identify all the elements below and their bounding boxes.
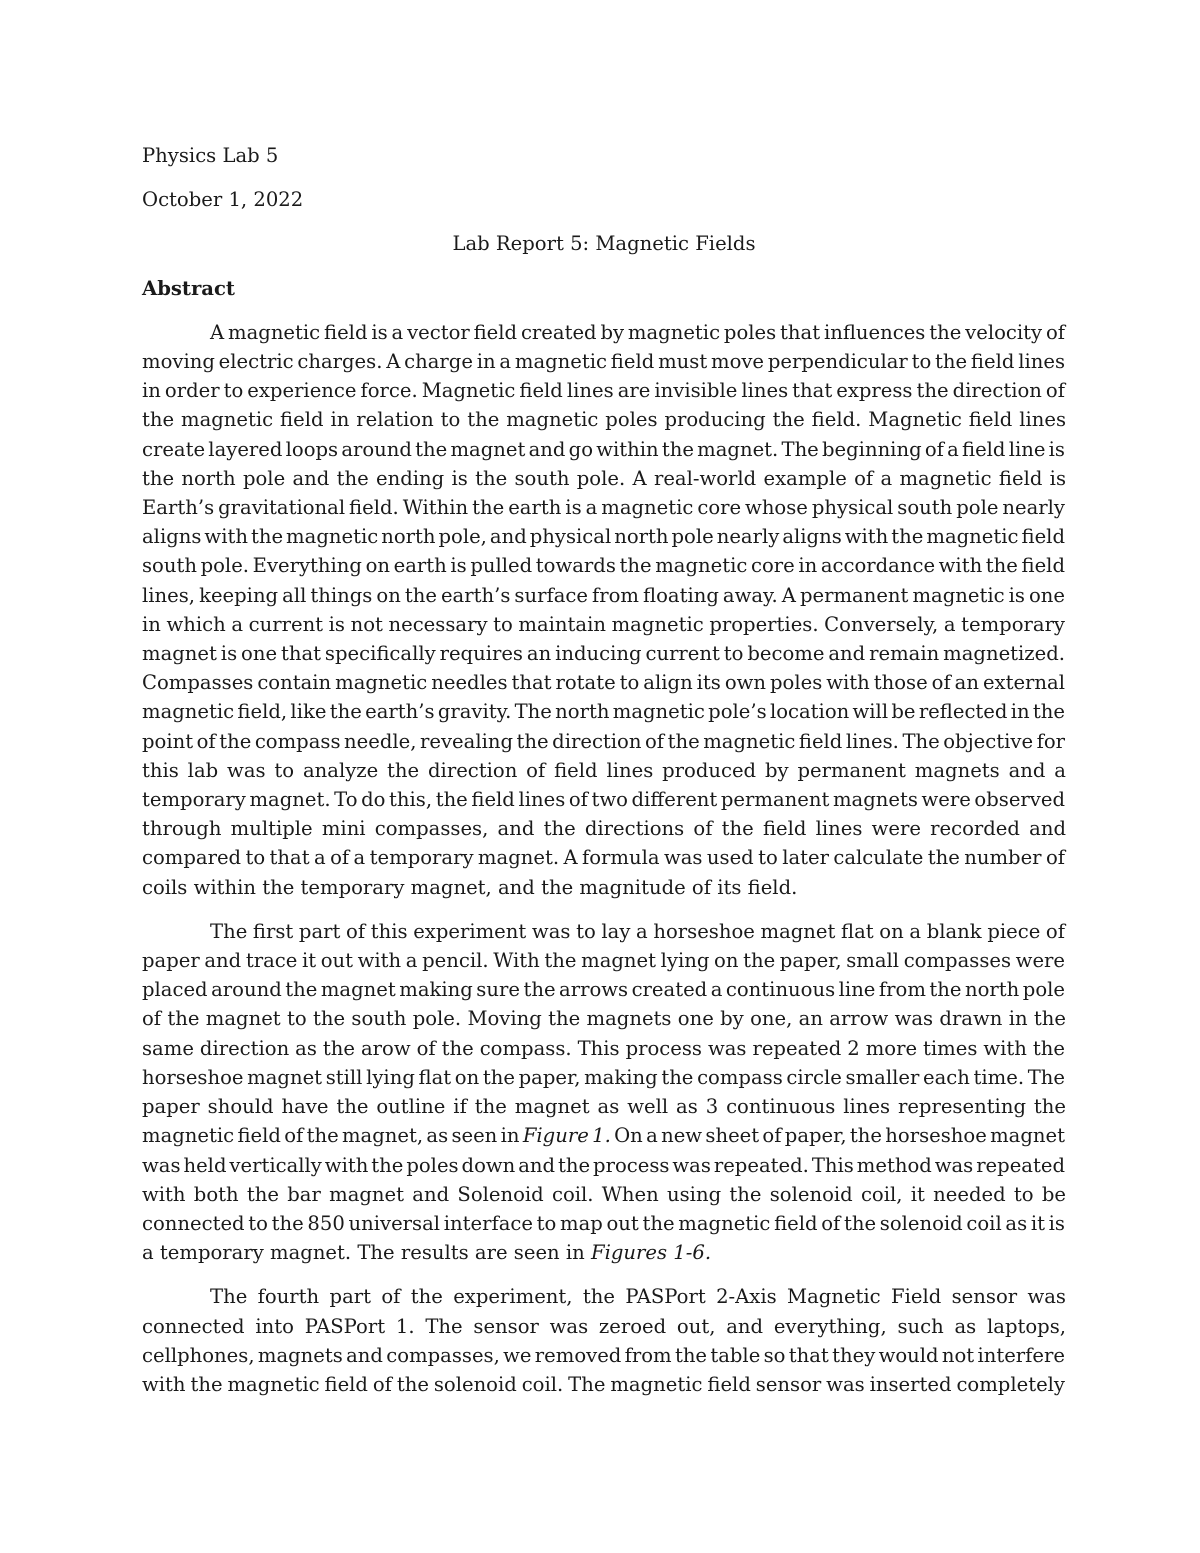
text-line: moving electric charges. A charge in a magnetic field must move perpendicular to the field lines [142,350,1065,374]
text-line: this lab was to analyze the direction of field lines produced by permanent magnets and a [142,758,1066,782]
text-line: cellphones, magnets and compasses, we removed from the table so that they would not interfere [142,1343,1065,1367]
text-line: lines, keeping all things on the earth’s surface from floating away. A permanent magnetic is one [142,583,1065,607]
document-body [142,141,1066,1414]
text-segment: On a new sheet of paper, the horseshoe magnet [610,1124,1065,1148]
text-line: was held vertically with the poles down and the process was repeated. This method was repeated [142,1153,1065,1177]
text-line: coils within the temporary magnet, and the magnitude of its field. [142,875,798,899]
text-line: A magnetic field is a vector field created by magnetic poles that influences the velocity of [210,320,1065,344]
text-line: Compasses contain magnetic needles that rotate to align its own poles with those of an external [142,671,1065,695]
report-title: Lab Report 5: Magnetic Fields [452,232,756,256]
text-line: paper should have the outline if the magnet as well as 3 continuous lines representing the [142,1095,1066,1119]
text-line: compared to that a of a temporary magnet. A formula was used to later calculate the number of [142,846,1065,870]
text-line: with both the bar magnet and Solenoid coil. When using the solenoid coil, it needed to be [142,1182,1066,1206]
text-line: same direction as the arow of the compass. This process was repeated 2 more times with the [142,1036,1065,1060]
text-line: The first part of this experiment was to lay a horseshoe magnet flat on a blank piece of [210,919,1065,943]
text-line: magnet is one that specifically requires an inducing current to become and remain magnetized. [142,642,1065,666]
text-line: temporary magnet. To do this, the field lines of two different permanent magnets were observed [142,788,1065,812]
text-line: with the magnetic field of the solenoid coil. The magnetic field sensor was inserted completely [142,1372,1065,1396]
text-line: horseshoe magnet still lying flat on the paper, making the compass circle smaller each time. The [142,1065,1065,1089]
text-segment: magnetic field of the magnet, as seen in [142,1124,523,1148]
text-line: point of the compass needle, revealing the direction of the magnetic field lines. The objective for [142,729,1065,753]
text-line: in which a current is not necessary to maintain magnetic properties. Conversely, a temporary [142,612,1065,636]
text-line: paper and trace it out with a pencil. With the magnet lying on the paper, small compasses were [142,949,1065,973]
text-line: in order to experience force. Magnetic field lines are invisible lines that express the direction of [142,379,1065,403]
course-name: Physics Lab 5 [142,144,279,167]
text-line: the magnetic field in relation to the magnetic poles producing the field. Magnetic field lines [142,408,1066,432]
text-line: connected to the 850 universal interface to map out the magnetic field of the solenoid coil as it is [142,1211,1065,1235]
text-line: through multiple mini compasses, and the directions of the field lines were recorded and [142,817,1066,841]
text-line: south pole. Everything on earth is pulled towards the magnetic core in accordance with the field [142,554,1065,578]
text-segment: a temporary magnet. The results are seen in [142,1241,592,1265]
text-line: magnetic field, like the earth’s gravity. The north magnetic pole’s location will be reflected in the [142,700,1065,724]
text-line: the north pole and the ending is the south pole. A real-world example of a magnetic field is [142,466,1066,490]
text-line: Earth’s gravitational field. Within the earth is a magnetic core whose physical south pole nearly [142,496,1065,520]
text-line-figure-ref [142,1121,1066,1150]
text-line-figures-ref [142,1238,1066,1267]
section-heading-abstract: Abstract [142,276,235,300]
figures-1-6-reference: Figures 1-6. [591,1241,712,1265]
text-line: connected into PASPort 1. The sensor was zeroed out, and everything, such as laptops, [142,1314,1066,1338]
text-line: placed around the magnet making sure the arrows created a continuous line from the north pole [142,978,1065,1002]
figure-1-reference: Figure 1. [522,1124,611,1148]
text-line: of the magnet to the south pole. Moving the magnets one by one, an arrow was drawn in the [142,1007,1066,1031]
text-line: aligns with the magnetic north pole, and physical north pole nearly aligns with the magnetic field [142,525,1065,549]
text-line: create layered loops around the magnet and go within the magnet. The beginning of a field line is [142,437,1065,461]
text-line: The fourth part of the experiment, the PASPort 2-Axis Magnetic Field sensor was [210,1285,1066,1309]
report-date: October 1, 2022 [142,188,304,212]
method-paragraph-1 [142,917,1066,1267]
method-paragraph-2 [142,1282,1066,1399]
abstract-paragraph-1 [142,318,1066,902]
